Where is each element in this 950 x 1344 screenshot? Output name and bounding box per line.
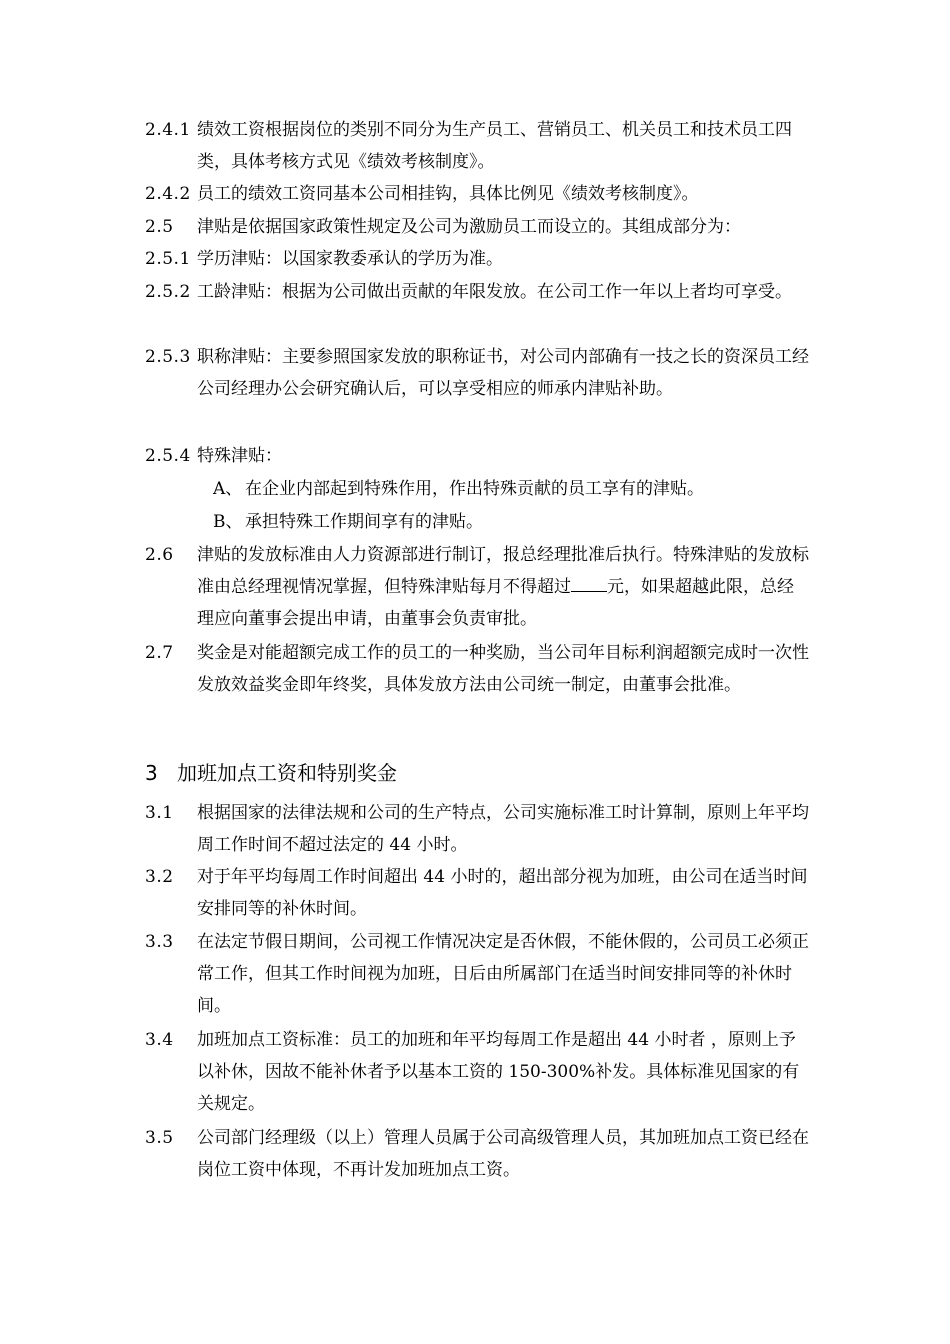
sub-item-mark: A、 xyxy=(213,479,243,499)
clause-number: 2.7 xyxy=(145,643,174,663)
clause-text: 特殊津贴： xyxy=(197,446,282,466)
clause-text: 绩效工资根据岗位的类别不同分为生产员工、营销员工、机关员工和技术员工四类，具体考核方式见《绩效考核制度》。 xyxy=(197,120,792,172)
clause-text: 工龄津贴：根据为公司做出贡献的年限发放。在公司工作一年以上者均可享受。 xyxy=(197,282,792,302)
clause-text: 加班加点工资标准：员工的加班和年平均每周工作是超出 44 小时者 ，原则上予以补休，因故不能补休者予以基本工资的 150-300%补发。具体标准见国家的有关规定。 xyxy=(197,1030,800,1114)
clause-number: 2.4.2 xyxy=(145,184,191,204)
clause-number: 2.5 xyxy=(145,217,174,237)
clause-text: 津贴是依据国家政策性规定及公司为激励员工而设立的。其组成部分为： xyxy=(197,217,741,237)
clause-2-5-4 xyxy=(145,440,810,472)
clause-text: 在法定节假日期间，公司视工作情况决定是否休假，不能休假的，公司员工必须正常工作，但其工作时间视为加班，日后由所属部门在适当时间安排同等的补休时间。 xyxy=(197,932,809,1016)
sub-item-a xyxy=(213,473,704,505)
sub-item-b xyxy=(213,506,483,538)
clause-3-2 xyxy=(145,861,810,925)
clause-text: 根据国家的法律法规和公司的生产特点，公司实施标准工时计算制，原则上年平均周工作时间不超过法定的 44 小时。 xyxy=(197,803,809,855)
clause-text: 奖金是对能超额完成工作的员工的一种奖励，当公司年目标利润超额完成时一次性发放效益奖金即年终奖，具体发放方法由公司统一制定，由董事会批准。 xyxy=(197,643,809,695)
clause-text-before-blank: 津贴的发放标准由人力资源部进行制订，报总经理批准后执行。特殊津贴的发放标准由总经理视情况掌握，但特殊津贴每月不得超过 xyxy=(197,545,809,597)
clause-3-4 xyxy=(145,1024,810,1120)
section-number: 3 xyxy=(145,761,158,785)
clause-2-5 xyxy=(145,211,810,243)
clause-2-4-2 xyxy=(145,178,810,210)
clause-number: 2.5.4 xyxy=(145,446,191,466)
clause-2-5-1 xyxy=(145,243,810,275)
clause-text: 公司部门经理级（以上）管理人员属于公司高级管理人员，其加班加点工资已经在岗位工资中体现，不再计发加班加点工资。 xyxy=(197,1128,809,1180)
clause-number: 3.4 xyxy=(145,1030,174,1050)
section-title: 加班加点工资和特别奖金 xyxy=(177,761,397,785)
clause-text: 学历津贴：以国家教委承认的学历为准。 xyxy=(197,249,503,269)
clause-2-5-3 xyxy=(145,341,810,405)
clause-text: 职称津贴：主要参照国家发放的职称证书，对公司内部确有一技之长的资深员工经公司经理办公会研究确认后，可以享受相应的师承内津贴补助。 xyxy=(197,347,809,399)
clause-3-5 xyxy=(145,1122,810,1186)
section-3-heading xyxy=(145,756,397,790)
clause-number: 3.5 xyxy=(145,1128,174,1148)
clause-2-4-1 xyxy=(145,114,810,178)
clause-number: 3.3 xyxy=(145,932,174,952)
clause-3-3 xyxy=(145,926,810,1022)
clause-number: 2.5.3 xyxy=(145,347,191,367)
clause-3-1 xyxy=(145,797,810,861)
clause-text xyxy=(197,539,810,635)
clause-number: 2.6 xyxy=(145,545,174,565)
clause-number: 2.5.1 xyxy=(145,249,191,269)
clause-2-5-2 xyxy=(145,276,810,308)
sub-item-mark: B、 xyxy=(213,512,243,532)
amount-blank xyxy=(571,575,607,592)
clause-number: 2.4.1 xyxy=(145,120,191,140)
clause-text: 对于年平均每周工作时间超出 44 小时的，超出部分视为加班，由公司在适当时间安排同等的补休时间。 xyxy=(197,867,808,919)
clause-text: 员工的绩效工资同基本公司相挂钩，具体比例见《绩效考核制度》。 xyxy=(197,184,699,204)
sub-item-text: 承担特殊工作期间享有的津贴。 xyxy=(245,512,483,532)
sub-item-text: 在企业内部起到特殊作用，作出特殊贡献的员工享有的津贴。 xyxy=(245,479,704,499)
clause-number: 3.2 xyxy=(145,867,174,887)
clause-2-6 xyxy=(145,539,810,635)
clause-2-7 xyxy=(145,637,810,701)
clause-text-after-blank: 元，如果超越此限，总经理应向董事会提出申请，由董事会负责审批。 xyxy=(197,577,794,629)
clause-number: 2.5.2 xyxy=(145,282,191,302)
clause-number: 3.1 xyxy=(145,803,174,823)
